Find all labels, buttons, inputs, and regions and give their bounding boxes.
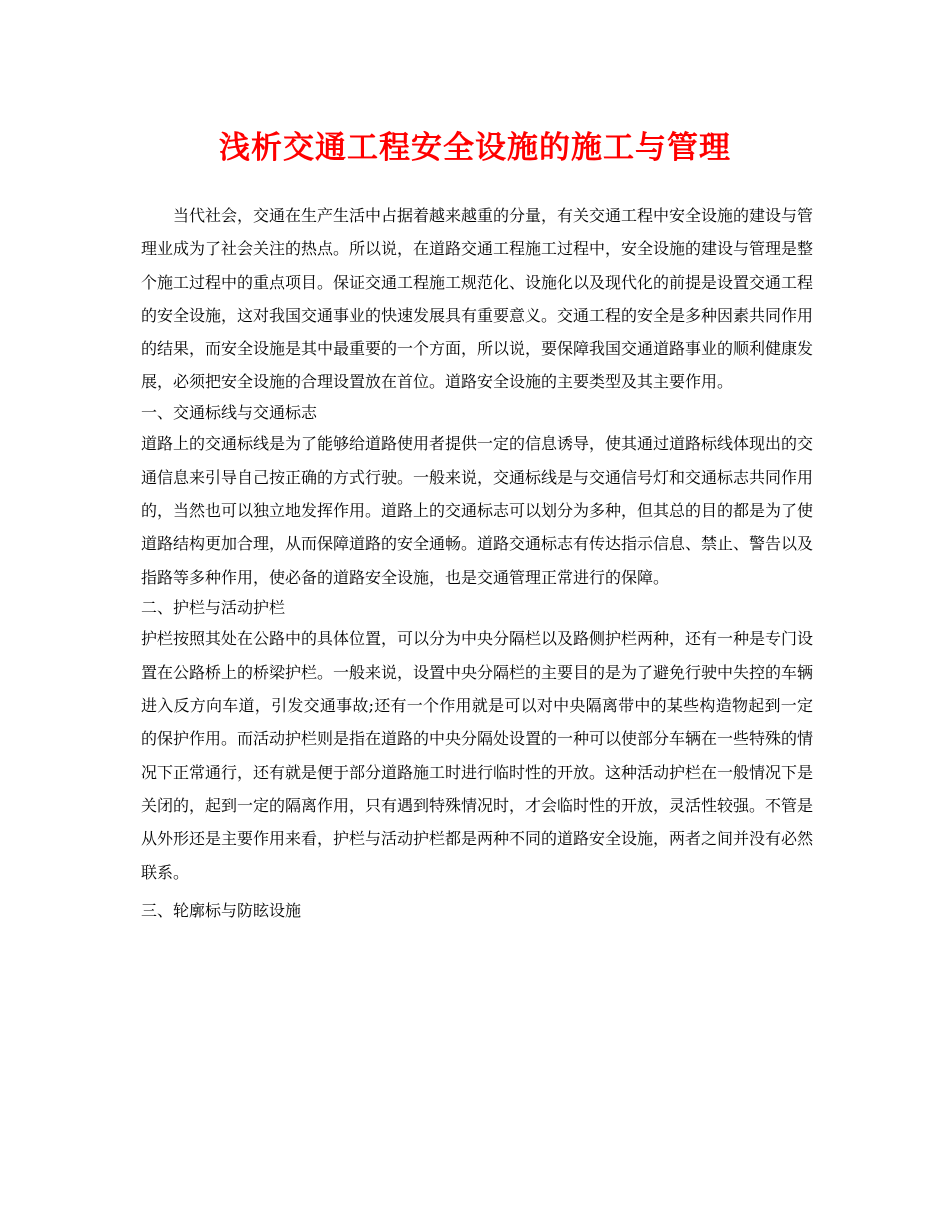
intro-paragraph: 当代社会，交通在生产生活中占据着越来越重的分量，有关交通工程中安全设施的建设与管理业成为了社会关注的热点。所以说，在道路交通工程施工过程中，安全设施的建设与管理是整个施工过程中的重点项目。保证交通工程施工规范化、设施化以及现代化的前提是设置交通工程的安全设施，这对我国交通事业的快速发展具有重要意义。交通工程的安全是多种因素共同作用的结果，而安全设施是其中最重要的一个方面，所以说，要保障我国交通道路事业的顺利健康发展，必须把安全设施的合理设置放在首位。道路安全设施的主要类型及其主要作用。: [141, 206, 814, 392]
document-body: [141, 199, 813, 925]
section-paragraph-1: 道路上的交通标线是为了能够给道路使用者提供一定的信息诱导，使其通过道路标线体现出的交通信息来引导自己按正确的方式行驶。一般来说，交通标线是与交通信号灯和交通标志共同作用的，当然也可以独立地发挥作用。道路上的交通标志可以划分为多种，但其总的目的都是为了使道路结构更加合理，从而保障道路的安全通畅。道路交通标志有传达指示信息、禁止、警告以及指路等多种作用，使必备的道路安全设施，也是交通管理正常进行的保障。: [141, 434, 814, 587]
section-paragraph-2: 护栏按照其处在公路中的具体位置，可以分为中央分隔栏以及路侧护栏两种，还有一种是专门设置在公路桥上的桥梁护栏。一般来说，设置中央分隔栏的主要目的是为了避免行驶中失控的车辆进入反方向车道，引发交通事故;还有一个作用就是可以对中央隔离带中的某些构造物起到一定的保护作用。而活动护栏则是指在道路的中央分隔处设置的一种可以使部分车辆在一些特殊的情况下正常通行，还有就是便于部分道路施工时进行临时性的开放。这种活动护栏在一般情况下是关闭的，起到一定的隔离作用，只有遇到特殊情况时，才会临时性的开放，灵活性较强。不管是从外形还是主要作用来看，护栏与活动护栏都是两种不同的道路安全设施，两者之间并没有必然联系。: [141, 629, 814, 882]
section-heading-2: 二、护栏与活动护栏: [141, 597, 286, 617]
section-heading-3: 三、轮廓标与防眩设施: [141, 900, 302, 920]
section-heading-1: 一、交通标线与交通标志: [141, 402, 318, 422]
document-title: 浅析交通工程安全设施的施工与管理: [219, 130, 731, 166]
